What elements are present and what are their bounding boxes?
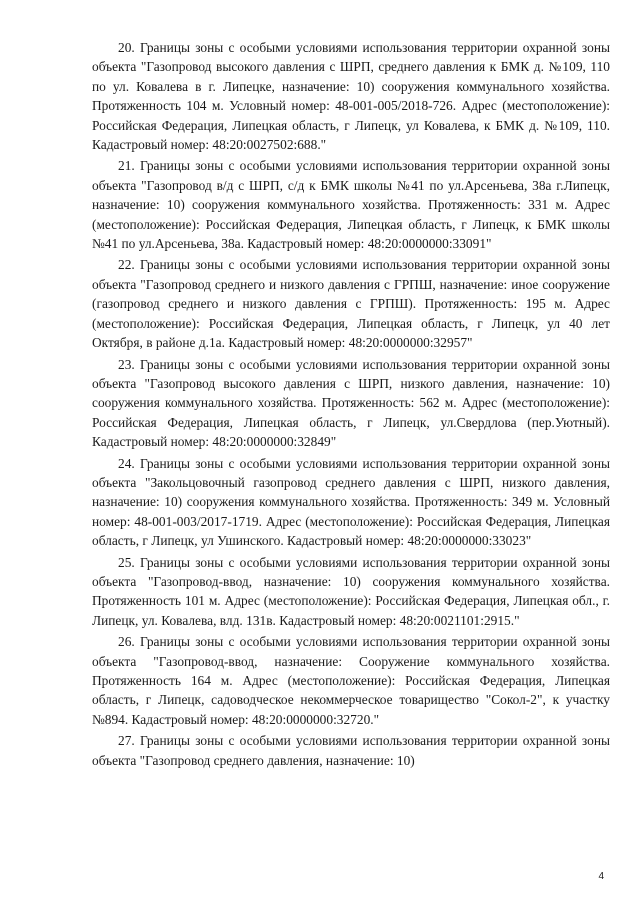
paragraph-item-27: 27. Границы зоны с особыми условиями использования территории охранной зоны объекта "Газопровод среднего давления, назначение: 10) <box>92 733 610 768</box>
document-body <box>92 38 610 772</box>
paragraph-item-26: 26. Границы зоны с особыми условиями использования территории охранной зоны объекта "Газопровод-ввод, назначение: Сооружение коммунального хозяйства. Протяженность 164 м. Адрес (местоположение): Российская Федерация, Липецкая область, г Липецк, садоводческое некоммерческое товарищество "Сокол-2", к участку №894. Кадастровый номер: 48:20:0000000:32720." <box>92 634 610 727</box>
paragraph-item-22: 22. Границы зоны с особыми условиями использования территории охранной зоны объекта "Газопровод среднего и низкого давления с ГРПШ, назначение: иное сооружение (газопровод среднего и низкого давления с ГРПШ). Протяженность: 195 м. Адрес (местоположение): Российская Федерация, Липецкая область, г Липецк, ул 40 лет Октября, в районе д.1а. Кадастровый номер: 48:20:0000000:32957" <box>92 257 610 351</box>
paragraph-item-21: 21. Границы зоны с особыми условиями использования территории охранной зоны объекта "Газопровод в/д с ШРП, с/д к БМК школы №41 по ул.Арсеньева, 38а г.Липецк, назначение: 10) сооружения коммунального хозяйства. Протяженность: 331 м. Адрес (местоположение): Российская Федерация, Липецкая область, г Липецк, к БМК школы №41 по ул.Арсеньева, 38а. Кадастровый номер: 48:20:0000000:33091" <box>92 158 610 252</box>
paragraph-item-24: 24. Границы зоны с особыми условиями использования территории охранной зоны объекта "Закольцовочный газопровод среднего давления с ШРП, низкого давления, назначение: 10) сооружения коммунального хозяйства. Протяженность: 349 м. Условный номер: 48-001-003/2017-1719. Адрес (местоположение): Российская Федерация, Липецкая область, г Липецк, ул Ушинского. Кадастровый номер: 48:20:0000000:33023" <box>92 455 610 549</box>
paragraph-item-23: 23. Границы зоны с особыми условиями использования территории охранной зоны объекта "Газопровод высокого давления с ШРП, низкого давления, назначение: 10) сооружения коммунального хозяйства. Протяженность: 562 м. Адрес (местоположение): Российская Федерация, Липецкая область, г Липецк, ул.Свердлова (пер.Уютный). Кадастровый номер: 48:20:0000000:32849" <box>92 356 610 450</box>
page-number: 4 <box>598 871 604 882</box>
paragraph-item-25: 25. Границы зоны с особыми условиями использования территории охранной зоны объекта "Газопровод-ввод, назначение: 10) сооружения коммунального хозяйства. Протяженность 101 м. Адрес (местоположение): Российская Федерация, Липецкая обл., г. Липецк, ул. Ковалева, влд. 131в. Кадастровый номер: 48:20:0021101:2915." <box>92 554 610 628</box>
paragraph-item-20: 20. Границы зоны с особыми условиями использования территории охранной зоны объекта "Газопровод высокого давления с ШРП, среднего давления к БМК д. №109, 110 по ул. Ковалева в г. Липецке, назначение: 10) сооружения коммунального хозяйства. Протяженность 104 м. Условный номер: 48-001-005/2018-726. Адрес (местоположение): Российская Федерация, Липецкая область, г Липецк, ул Ковалева, к БМК д. №109, 110. Кадастровый номер: 48:20:0027502:688." <box>92 40 610 153</box>
